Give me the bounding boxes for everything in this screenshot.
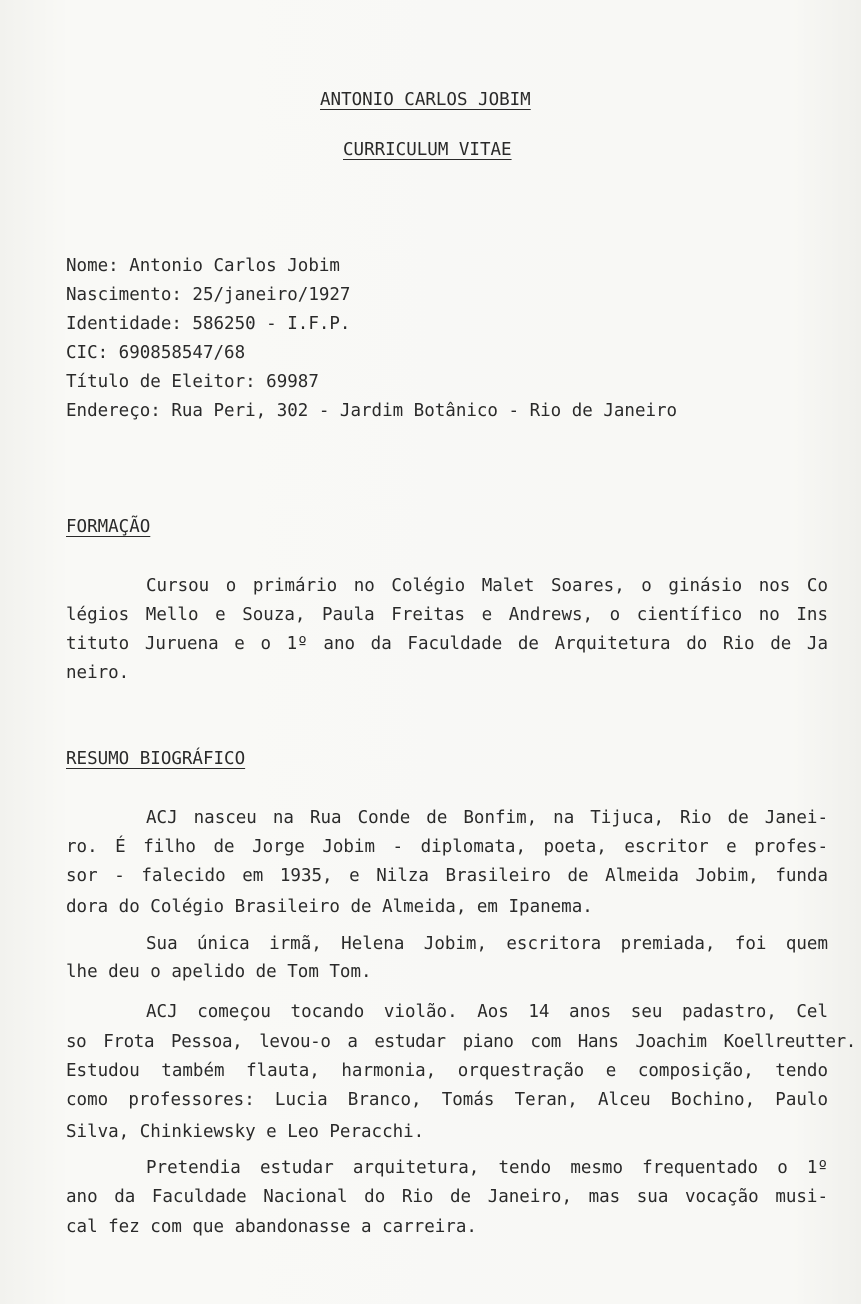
resumo-p3-line: Silva, Chinkiewsky e Leo Peracchi.: [66, 1122, 425, 1142]
resumo-p4-line: Pretendia estudar arquitetura, tendo mesmo frequentado o 1º: [146, 1158, 828, 1178]
resumo-p3-line: so Frota Pessoa, levou-o a estudar piano com Hans Joachim Koellreutter.: [66, 1032, 856, 1052]
resumo-p4-line: cal fez com que abandonasse a carreira.: [66, 1217, 477, 1237]
personal-id: Identidade: 586250 - I.F.P.: [66, 314, 351, 334]
resumo-p2-line: Sua única irmã, Helena Jobim, escritora premiada, foi quem: [146, 934, 828, 954]
resumo-p2-line: lhe deu o apelido de Tom Tom.: [66, 962, 372, 982]
formacao-line: Cursou o primário no Colégio Malet Soares, o ginásio nos Co: [146, 576, 828, 596]
personal-birth: Nascimento: 25/janeiro/1927: [66, 285, 351, 305]
resumo-p1-line: ro. É filho de Jorge Jobim - diplomata, poeta, escritor e profes-: [66, 837, 828, 857]
resumo-p1-line: sor - falecido em 1935, e Nilza Brasileiro de Almeida Jobim, funda: [66, 866, 828, 886]
personal-voter-id: Título de Eleitor: 69987: [66, 372, 319, 392]
formacao-line: tituto Juruena e o 1º ano da Faculdade de Arquitetura do Rio de Ja: [66, 634, 828, 654]
personal-address: Endereço: Rua Peri, 302 - Jardim Botânico - Rio de Janeiro: [66, 401, 678, 421]
resumo-p3-line: como professores: Lucia Branco, Tomás Teran, Alceu Bochino, Paulo: [66, 1090, 828, 1110]
section-heading-resumo: RESUMO BIOGRÁFICO: [66, 749, 246, 769]
section-heading-formacao: FORMAÇÃO: [66, 517, 151, 537]
resumo-p3-line: ACJ começou tocando violão. Aos 14 anos seu padastro, Cel: [146, 1002, 828, 1022]
personal-cic: CIC: 690858547/68: [66, 343, 246, 363]
document-title: ANTONIO CARLOS JOBIM: [320, 90, 531, 110]
resumo-p3-line: Estudou também flauta, harmonia, orquestração e composição, tendo: [66, 1061, 828, 1081]
formacao-line: neiro.: [66, 663, 130, 683]
formacao-line: légios Mello e Souza, Paula Freitas e Andrews, o científico no Ins: [66, 605, 828, 625]
document-subtitle: CURRICULUM VITAE: [343, 140, 512, 160]
resumo-p4-line: ano da Faculdade Nacional do Rio de Janeiro, mas sua vocação musi-: [66, 1187, 828, 1207]
personal-name: Nome: Antonio Carlos Jobim: [66, 256, 340, 276]
resumo-p1-line: ACJ nasceu na Rua Conde de Bonfim, na Tijuca, Rio de Janei-: [146, 808, 828, 828]
resumo-p1-line: dora do Colégio Brasileiro de Almeida, em Ipanema.: [66, 897, 593, 917]
